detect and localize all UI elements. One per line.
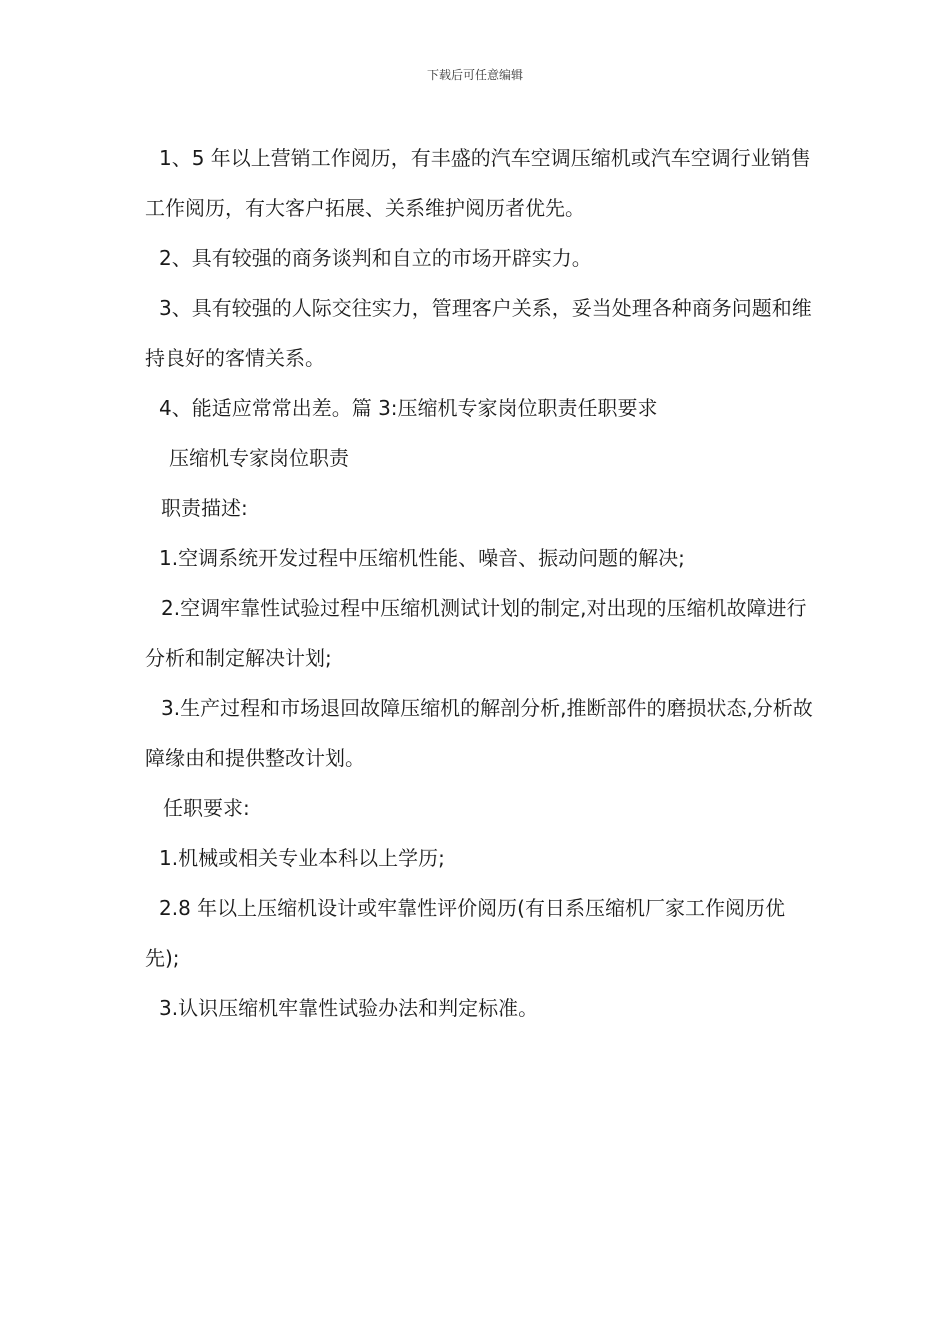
requirements-heading: 任职要求: bbox=[163, 796, 250, 820]
duty-item-3: 3.生产过程和市场退回故障压缩机的解剖分析,推断部件的磨损状态,分析故障缘由和提供整改计划。 bbox=[145, 696, 813, 770]
paragraph-requirement-4: 4、能适应常常出差。篇 3:压缩机专家岗位职责任职要求 bbox=[159, 396, 658, 420]
section-title-duties: 压缩机专家岗位职责 bbox=[169, 446, 349, 470]
qualification-item-2: 2.8 年以上压缩机设计或牢靠性评价阅历(有日系压缩机厂家工作阅历优先); bbox=[145, 896, 785, 970]
duty-item-2: 2.空调牢靠性试验过程中压缩机测试计划的制定,对出现的压缩机故障进行分析和制定解决计划; bbox=[145, 596, 807, 670]
duty-item-1: 1.空调系统开发过程中压缩机性能、噪音、振动问题的解决; bbox=[159, 546, 685, 570]
paragraph-requirement-3: 3、具有较强的人际交往实力，管理客户关系，妥当处理各种商务问题和维持良好的客情关系。 bbox=[145, 296, 812, 370]
paragraph-requirement-1: 1、5 年以上营销工作阅历，有丰盛的汽车空调压缩机或汽车空调行业销售工作阅历，有大客户拓展、关系维护阅历者优先。 bbox=[145, 146, 811, 220]
page-header: 下载后可任意编辑 bbox=[426, 68, 523, 82]
document-body bbox=[145, 133, 815, 1033]
paragraph-requirement-2: 2、具有较强的商务谈判和自立的市场开辟实力。 bbox=[159, 246, 592, 270]
qualification-item-3: 3.认识压缩机牢靠性试验办法和判定标准。 bbox=[159, 996, 539, 1020]
duties-heading: 职责描述: bbox=[161, 496, 248, 520]
qualification-item-1: 1.机械或相关专业本科以上学历; bbox=[159, 846, 445, 870]
